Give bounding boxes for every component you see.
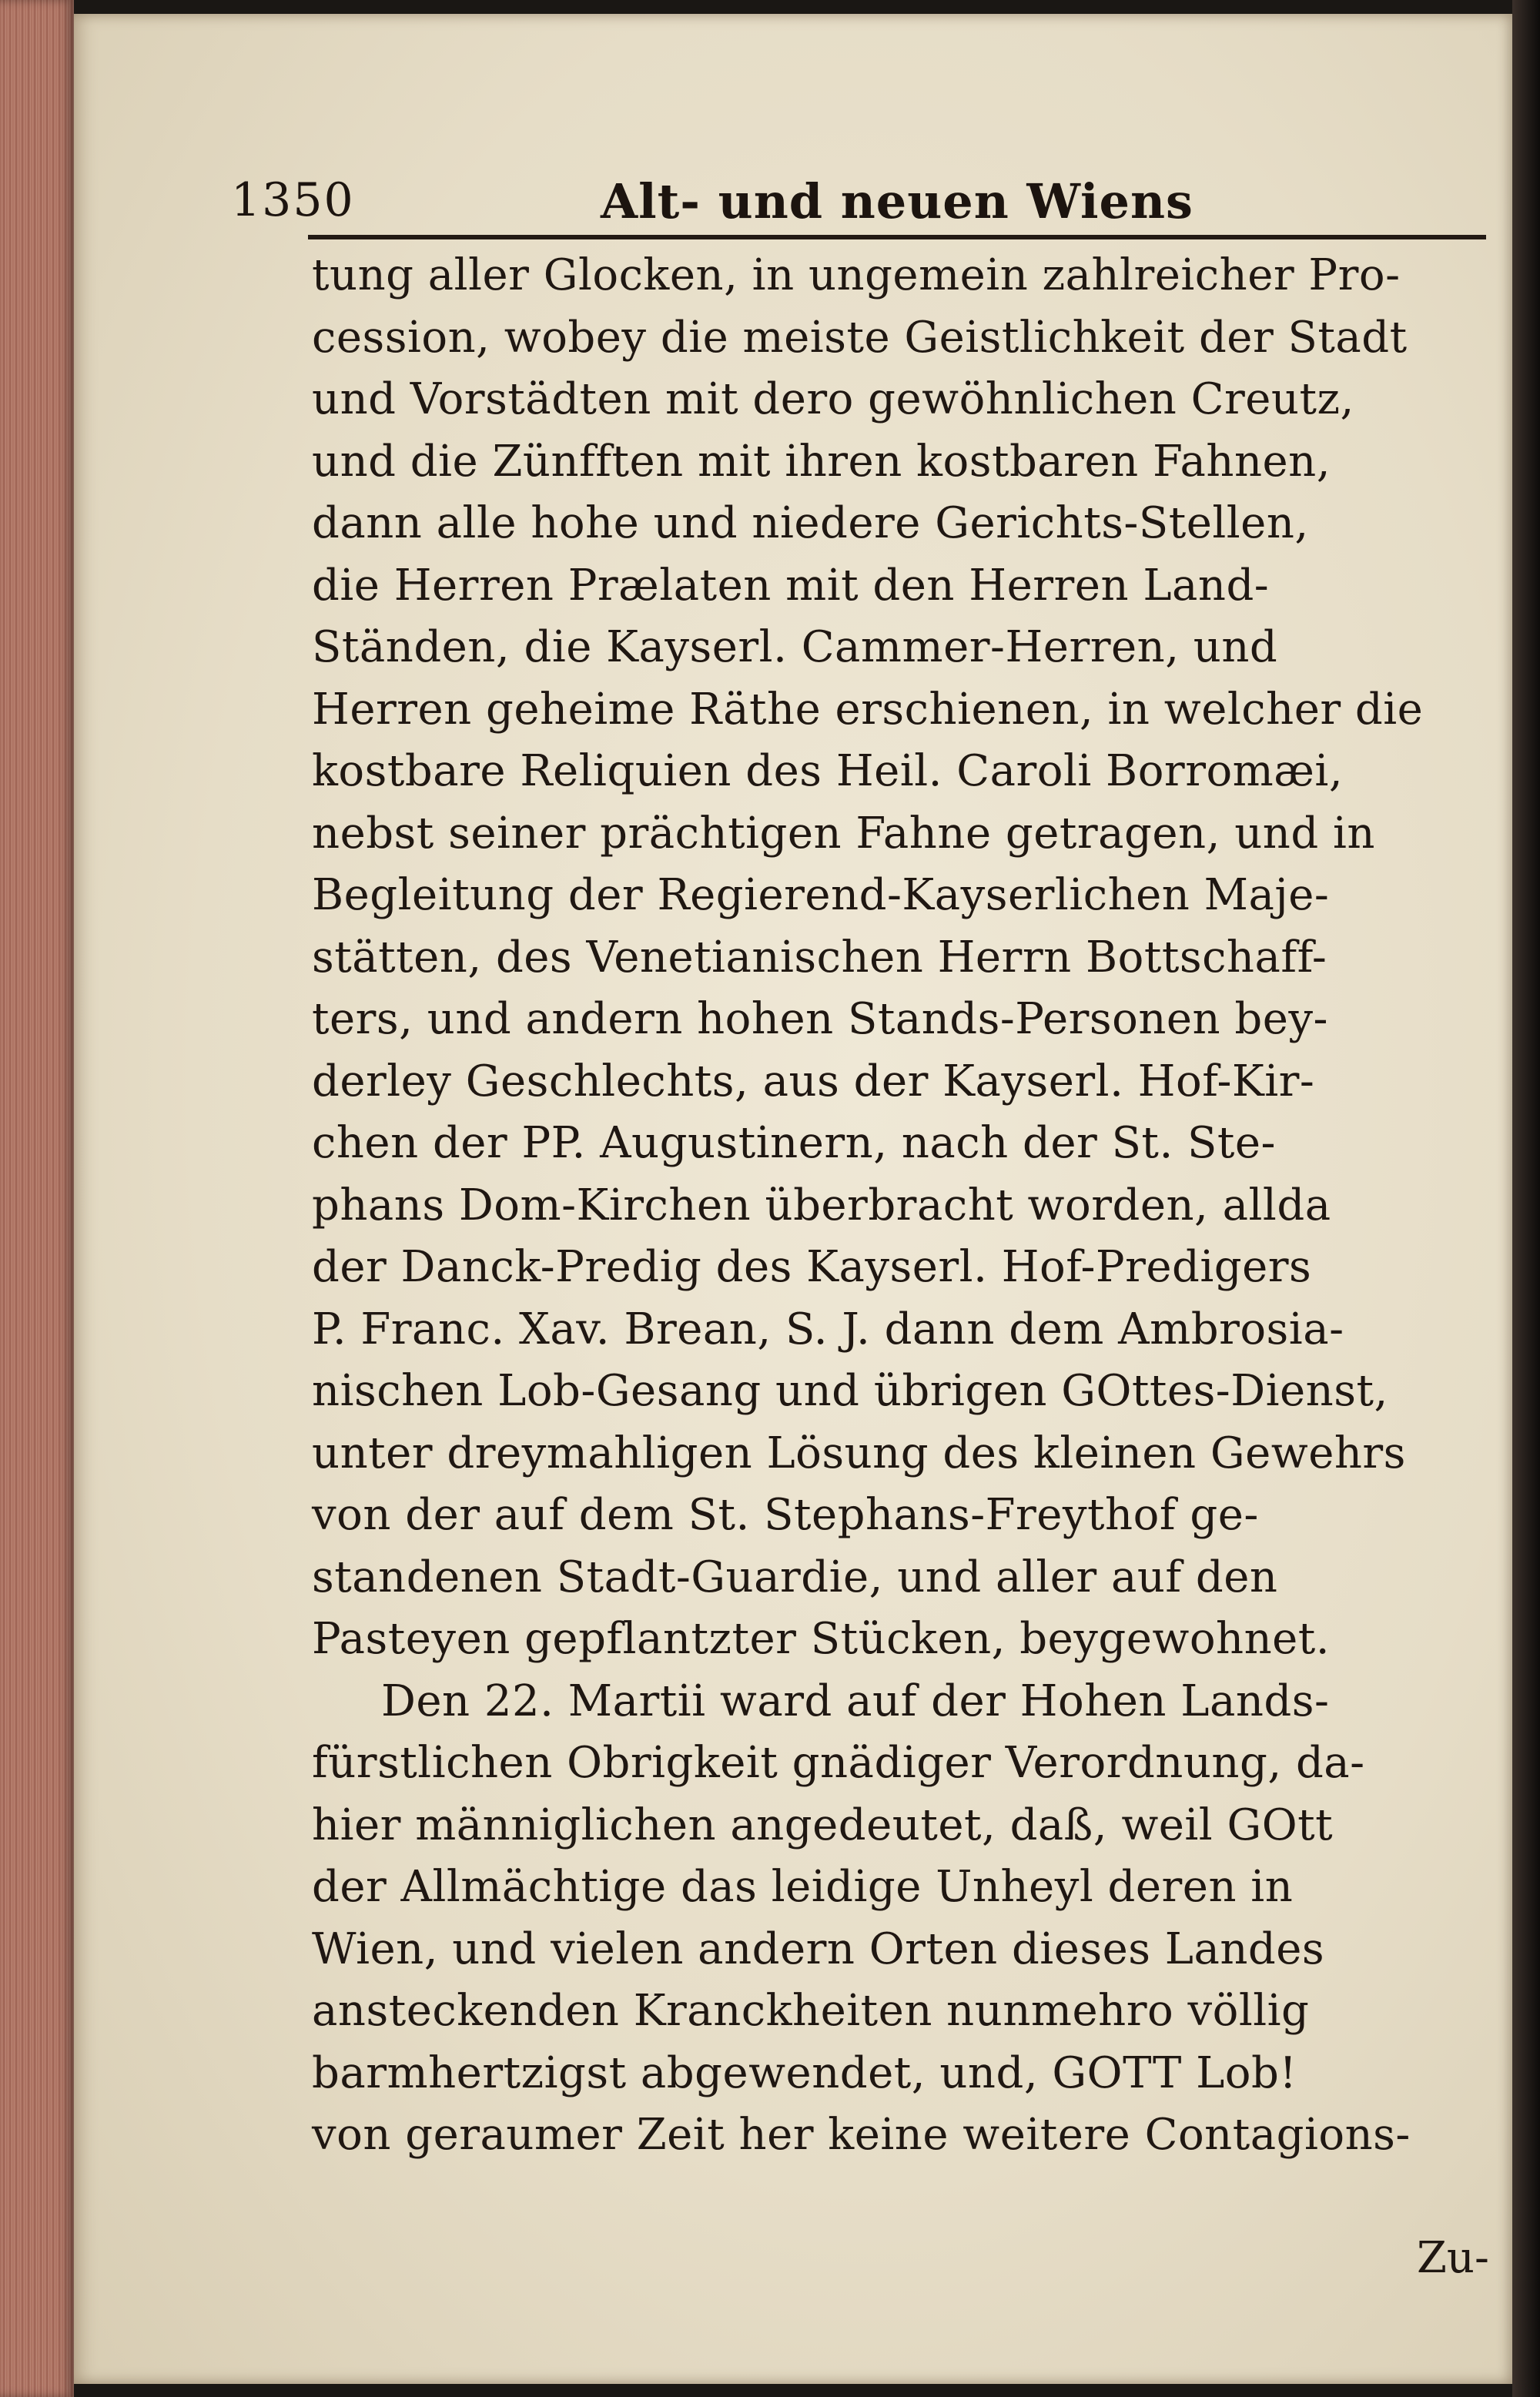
text-line: standenen Stadt-Guardie, und aller auf den [312, 1552, 1278, 1602]
text-line: phans Dom-Kirchen überbracht worden, allda [312, 1180, 1331, 1230]
text-line: ansteckenden Kranckheiten nunmehro völlig [312, 1986, 1310, 2036]
header-rule [308, 235, 1486, 239]
text-line: nischen Lob-Gesang und übrigen GOttes-Dienst, [312, 1366, 1388, 1416]
text-line: der Allmächtige das leidige Unheyl deren in [312, 1862, 1294, 1912]
text-line: unter dreymahligen Lösung des kleinen Gewehrs [312, 1428, 1406, 1478]
body-text [312, 245, 1498, 2167]
text-line: cession, wobey die meiste Geistlichkeit der Stadt [312, 312, 1408, 363]
running-head: Alt- und neuen Wiens [601, 173, 1194, 229]
text-line: der Danck-Predig des Kayserl. Hof-Predigers [312, 1242, 1312, 1292]
text-line: fürstlichen Obrigkeit gnädiger Verordnung, da- [312, 1738, 1365, 1788]
text-line: Wien, und vielen andern Orten dieses Landes [312, 1923, 1325, 1974]
text-line: Herren geheime Räthe erschienen, in welcher die [312, 684, 1424, 735]
page-number: 1350 [231, 173, 355, 227]
text-line: derley Geschlechts, aus der Kayserl. Hof-Kir- [312, 1056, 1315, 1106]
text-line: tung aller Glocken, in ungemein zahlreicher Pro- [312, 250, 1401, 300]
text-line: kostbare Reliquien des Heil. Caroli Borromæi, [312, 746, 1344, 796]
text-line: von der auf dem St. Stephans-Freythof ge- [312, 1490, 1259, 1540]
text-line: barmhertzigst abgewendet, und, GOTT Lob! [312, 2047, 1297, 2098]
text-line: chen der PP. Augustinern, nach der St. Ste- [312, 1118, 1276, 1168]
text-line: von geraumer Zeit her keine weitere Contagions- [312, 2110, 1411, 2160]
text-line: Begleitung der Regierend-Kayserlichen Maje- [312, 870, 1330, 920]
text-line: und die Zünfften mit ihren kostbaren Fahnen, [312, 436, 1331, 487]
text-line: P. Franc. Xav. Brean, S. J. dann dem Ambrosia- [312, 1304, 1344, 1354]
text-line: Pasteyen gepflantzter Stücken, beygewohnet. [312, 1614, 1331, 1664]
page-edge-stack [0, 0, 74, 2397]
text-line: und Vorstädten mit dero gewöhnlichen Creutz, [312, 374, 1354, 424]
page-header [231, 173, 1486, 235]
paragraph-start-line: Den 22. Martii ward auf der Hohen Lands- [381, 1676, 1330, 1726]
text-line: stätten, des Venetianischen Herrn Bottschaff- [312, 932, 1327, 983]
text-line: nebst seiner prächtigen Fahne getragen, und in [312, 808, 1375, 859]
text-line: ters, und andern hohen Stands-Personen bey- [312, 994, 1328, 1044]
catch-word: Zu- [1417, 2233, 1489, 2283]
text-line: dann alle hohe und niedere Gerichts-Stellen, [312, 498, 1309, 548]
text-line: Ständen, die Kayserl. Cammer-Herren, und [312, 622, 1278, 672]
text-line: die Herren Prælaten mit den Herren Land- [312, 560, 1270, 611]
binding-shadow [1512, 0, 1540, 2397]
text-line: hier männiglichen angedeutet, daß, weil GOtt [312, 1799, 1334, 1850]
